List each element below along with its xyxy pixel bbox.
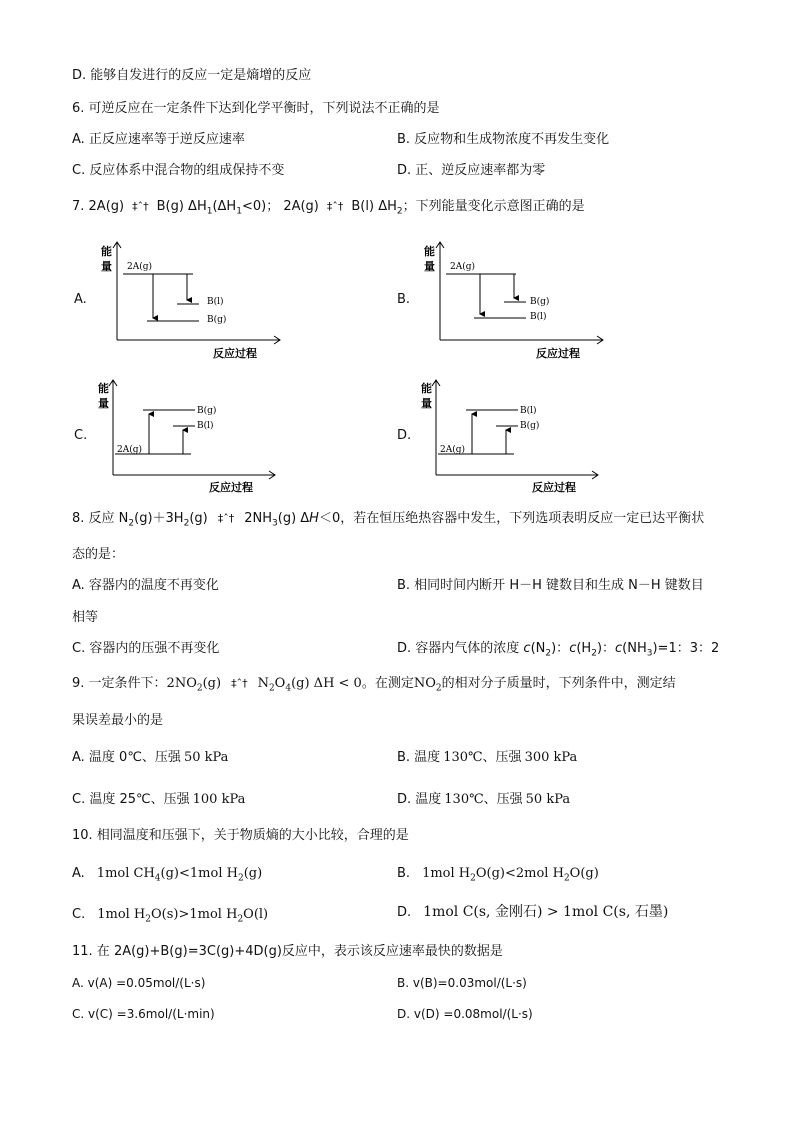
level-label-bl: B(l)	[197, 421, 214, 431]
equilibrium-arrow-icon: ‡ˆ†	[132, 200, 149, 213]
y-axis-label: 量	[421, 397, 432, 410]
q10-option-d: D. 1mol C(s, 金刚石) > 1mol C(s, 石墨)	[397, 904, 669, 920]
equilibrium-arrow-icon: ‡ˆ†	[231, 677, 248, 690]
level-label-bl: B(l)	[520, 406, 537, 416]
q8-option-a: A. 容器内的温度不再变化	[72, 578, 219, 593]
level-label-bl: B(l)	[530, 312, 547, 322]
q6-stem: 6. 可逆反应在一定条件下达到化学平衡时，下列说法不正确的是	[72, 101, 440, 116]
q10-option-a: A. 1mol $CH_4(g)<1mol$ $H_2(g)$	[72, 866, 263, 884]
level-label-2a: 2A(g)	[450, 262, 476, 272]
x-axis-label: 反应过程	[536, 347, 580, 360]
y-axis-label: 能	[98, 382, 109, 395]
x-axis-label: 反应过程	[532, 481, 576, 494]
q11-option-a: A. v(A) =0.05mol/(L·s)	[72, 976, 206, 990]
q8-option-b-cont: 相等	[72, 610, 99, 625]
q7-option-b-label: B.	[397, 292, 411, 307]
y-axis-label: 能	[421, 382, 432, 395]
q7-option-c-label: C.	[74, 428, 88, 443]
level-label-bg: B(g)	[207, 315, 227, 325]
level-label-2a: 2A(g)	[127, 262, 153, 272]
q9-option-a: A. 温度 0℃、压强 50 kPa	[72, 750, 229, 765]
y-axis-label: 能	[101, 245, 112, 258]
q7-option-d-label: D.	[397, 428, 412, 443]
energy-diagram-c	[95, 378, 285, 498]
q6-option-a: A. 正反应速率等于逆反应速率	[72, 132, 245, 147]
x-axis-label: 反应过程	[209, 481, 253, 494]
q8-stem-line2: 态的是：	[72, 547, 125, 562]
q8-option-c: C. 容器内的压强不再变化	[72, 641, 220, 656]
level-label-2a: 2A(g)	[440, 445, 466, 455]
q8-option-b: B. 相同时间内断开 H－H 键数目和生成 N－H 键数目	[397, 578, 704, 593]
q9-stem: 9. 一定条件下：$2NO_2(g)$ ‡ˆ† $N_2O_4(g) \Delta H < 0$。在测定$NO_2$的相对分子质量时，下列条件中，测定结	[72, 676, 676, 694]
energy-diagram-a	[95, 240, 285, 362]
equilibrium-arrow-icon: ‡ˆ†	[326, 200, 344, 213]
q10-option-b: B. 1mol $H_2O(g)<2mol$ $H_2O(g)$	[397, 866, 599, 884]
x-axis-label: 反应过程	[213, 347, 257, 360]
q9-stem-line2: 果误差最小的是	[72, 713, 164, 728]
q8-stem: 8. 反应 $N_2(g)+3H_2(g)$ ‡ˆ† $2NH_3(g)$ ΔH＜0，若在恒压绝热容器中发生，下列选项表明反应一定已达平衡状	[72, 511, 705, 529]
equilibrium-arrow-icon: ‡ˆ†	[217, 512, 235, 525]
level-label-bg: B(g)	[520, 421, 540, 431]
q11-option-d: D. v(D) =0.08mol/(L·s)	[397, 1007, 533, 1021]
q7-stem: 7. 2A(g) ‡ˆ† B(g) $\Delta H_1(\Delta H_1<0)$； 2A(g) ‡ˆ† B(l) $\Delta H_2$；下列能量变化示意图正确的是	[72, 199, 585, 217]
level-label-bl: B(l)	[207, 297, 224, 307]
q7-option-a-label: A.	[74, 292, 87, 307]
q6-option-b: B. 反应物和生成物浓度不再发生变化	[397, 132, 610, 147]
q11-option-c: C. v(C) =3.6mol/(L·min)	[72, 1007, 215, 1021]
level-label-bg: B(g)	[530, 297, 550, 307]
y-axis-label: 量	[424, 260, 435, 273]
q6-option-c: C. 反应体系中混合物的组成保持不变	[72, 163, 285, 178]
q5-option-d: D. 能够自发进行的反应一定是熵增的反应	[72, 68, 312, 83]
level-label-2a: 2A(g)	[117, 445, 143, 455]
q6-option-d: D. 正、逆反应速率都为零	[397, 163, 546, 178]
q9-option-d: D. 温度 130℃、压强 50 kPa	[397, 792, 571, 807]
q9-option-c: C. 温度 25℃、压强 100 kPa	[72, 792, 246, 807]
y-axis-label: 量	[101, 260, 112, 273]
q11-stem: 11. 在 2A(g)+B(g)=3C(g)+4D(g)反应中，表示该反应速率最快的数据是	[72, 944, 503, 959]
q11-option-b: B. v(B)=0.03mol/(L·s)	[397, 976, 527, 990]
q10-stem: 10. 相同温度和压强下，关于物质熵的大小比较，合理的是	[72, 828, 409, 843]
level-label-bg: B(g)	[197, 406, 217, 416]
y-axis-label: 量	[98, 397, 109, 410]
y-axis-label: 能	[424, 245, 435, 258]
q10-option-c: C. 1mol $H_2O(s)>1mol$ $H_2O(l)$	[72, 907, 269, 925]
q9-option-b: B. 温度 130℃、压强 300 kPa	[397, 750, 578, 765]
energy-diagram-b	[418, 240, 608, 362]
q8-option-d: D. 容器内气体的浓度 $c(N_2)$：$c(H_2)$：$c(NH_3)=1$：3：2	[397, 641, 720, 659]
energy-diagram-d	[418, 378, 608, 498]
